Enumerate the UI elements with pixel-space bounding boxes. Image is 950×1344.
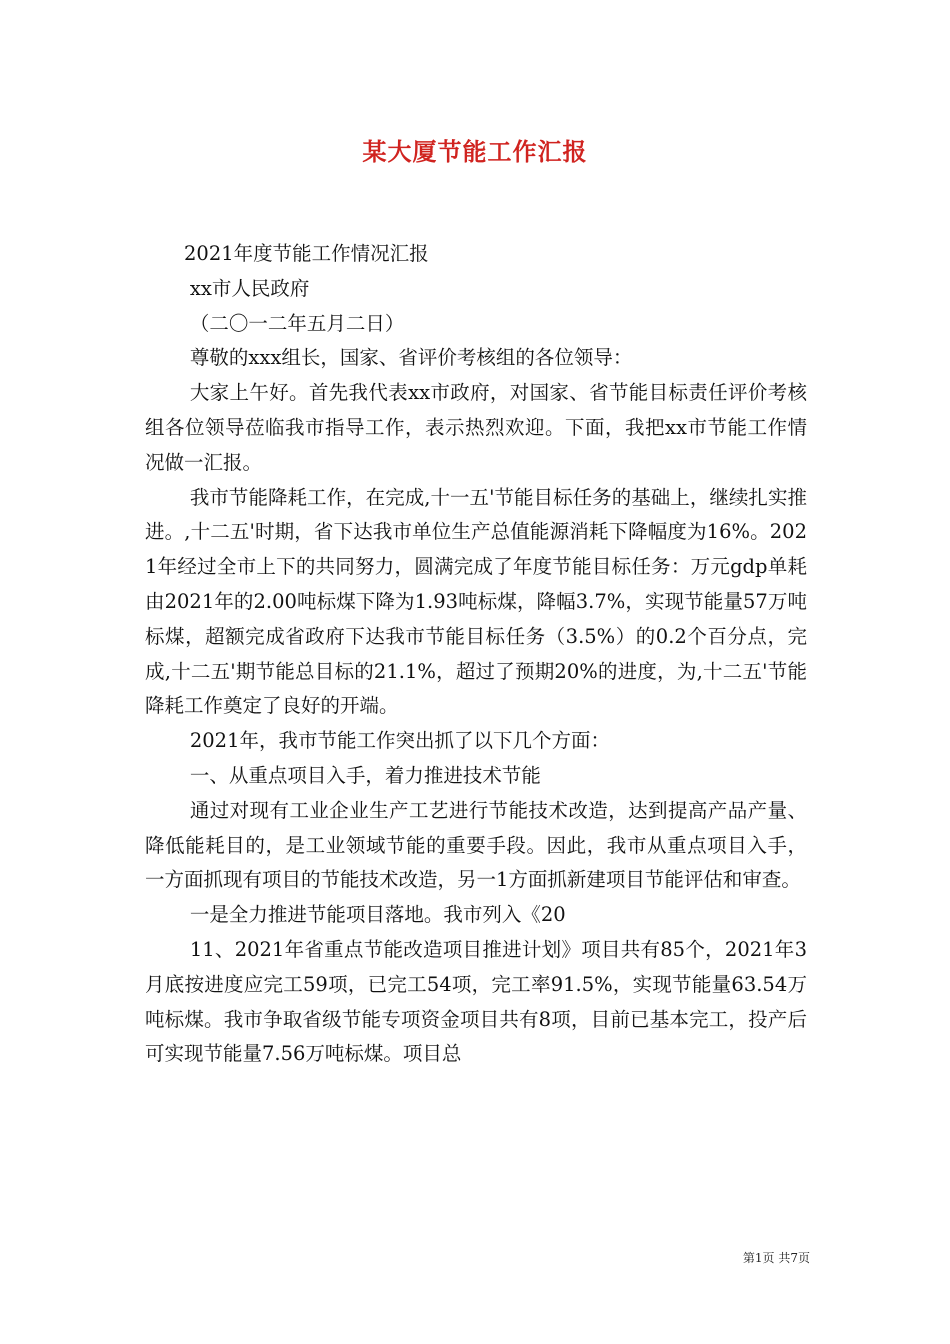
salutation: 尊敬的xxx组长，国家、省评价考核组的各位领导： — [189, 346, 633, 370]
document-body — [145, 237, 807, 1072]
paragraph-aspects-intro: 2021年，我市节能工作突出抓了以下几个方面： — [189, 729, 610, 753]
issuer-line: xx市人民政府 — [189, 276, 310, 300]
report-subtitle: 2021年度节能工作情况汇报 — [184, 242, 429, 265]
date-line: （二〇一二年五月二日） — [189, 311, 405, 335]
page-number: 第1页 共7页 — [742, 1251, 810, 1265]
paragraph-technical: 通过对现有工业企业生产工艺进行节能技术改造，达到提高产品产量、降低能耗目的，是工业领域节能的重要手段。因此，我市从重点项目入手，一方面抓现有项目的节能技术改造，另一1方面抓新建项目节能评估和审查。 — [145, 798, 807, 892]
paragraph-projects: 11、2021年省重点节能改造项目推进计划》项目共有85个，2021年3月底按进度应完工59项，已完工54项，完工率91.5%，实现节能量63.54万吨标煤。我市争取省级节能专项资金项目共有8项，目前已基本完工，投产后可实现节能量7.56万吨标煤。项目总 — [145, 937, 807, 1066]
paragraph-greeting: 大家上午好。首先我代表xx市政府，对国家、省节能目标责任评价考核组各位领导莅临我市指导工作，表示热烈欢迎。下面，我把xx市节能工作情况做一汇报。 — [145, 381, 807, 474]
document-title: 某大厦节能工作汇报 — [362, 137, 588, 166]
paragraph-overview: 我市节能降耗工作，在完成,十一五'节能目标任务的基础上，继续扎实推进。,十二五'时期，省下达我市单位生产总值能源消耗下降幅度为16%。2021年经过全市上下的共同努力，圆满完成了年度节能目标任务：万元gdp单耗由2021年的2.00吨标煤下降为1.93吨标煤，降幅3.7%，实现节能量57万吨标煤，超额完成省政府下达我市节能目标任务（3.5%）的0.2个百分点，完成,十二五'期节能总目标的21.1%，超过了预期20%的进度，为,十二五'节能降耗工作奠定了良好的开端。 — [145, 485, 807, 718]
paragraph-point-one: 一是全力推进节能项目落地。我市列入《20 — [189, 903, 566, 927]
section-heading-1: 一、从重点项目入手，着力推进技术节能 — [189, 763, 541, 787]
